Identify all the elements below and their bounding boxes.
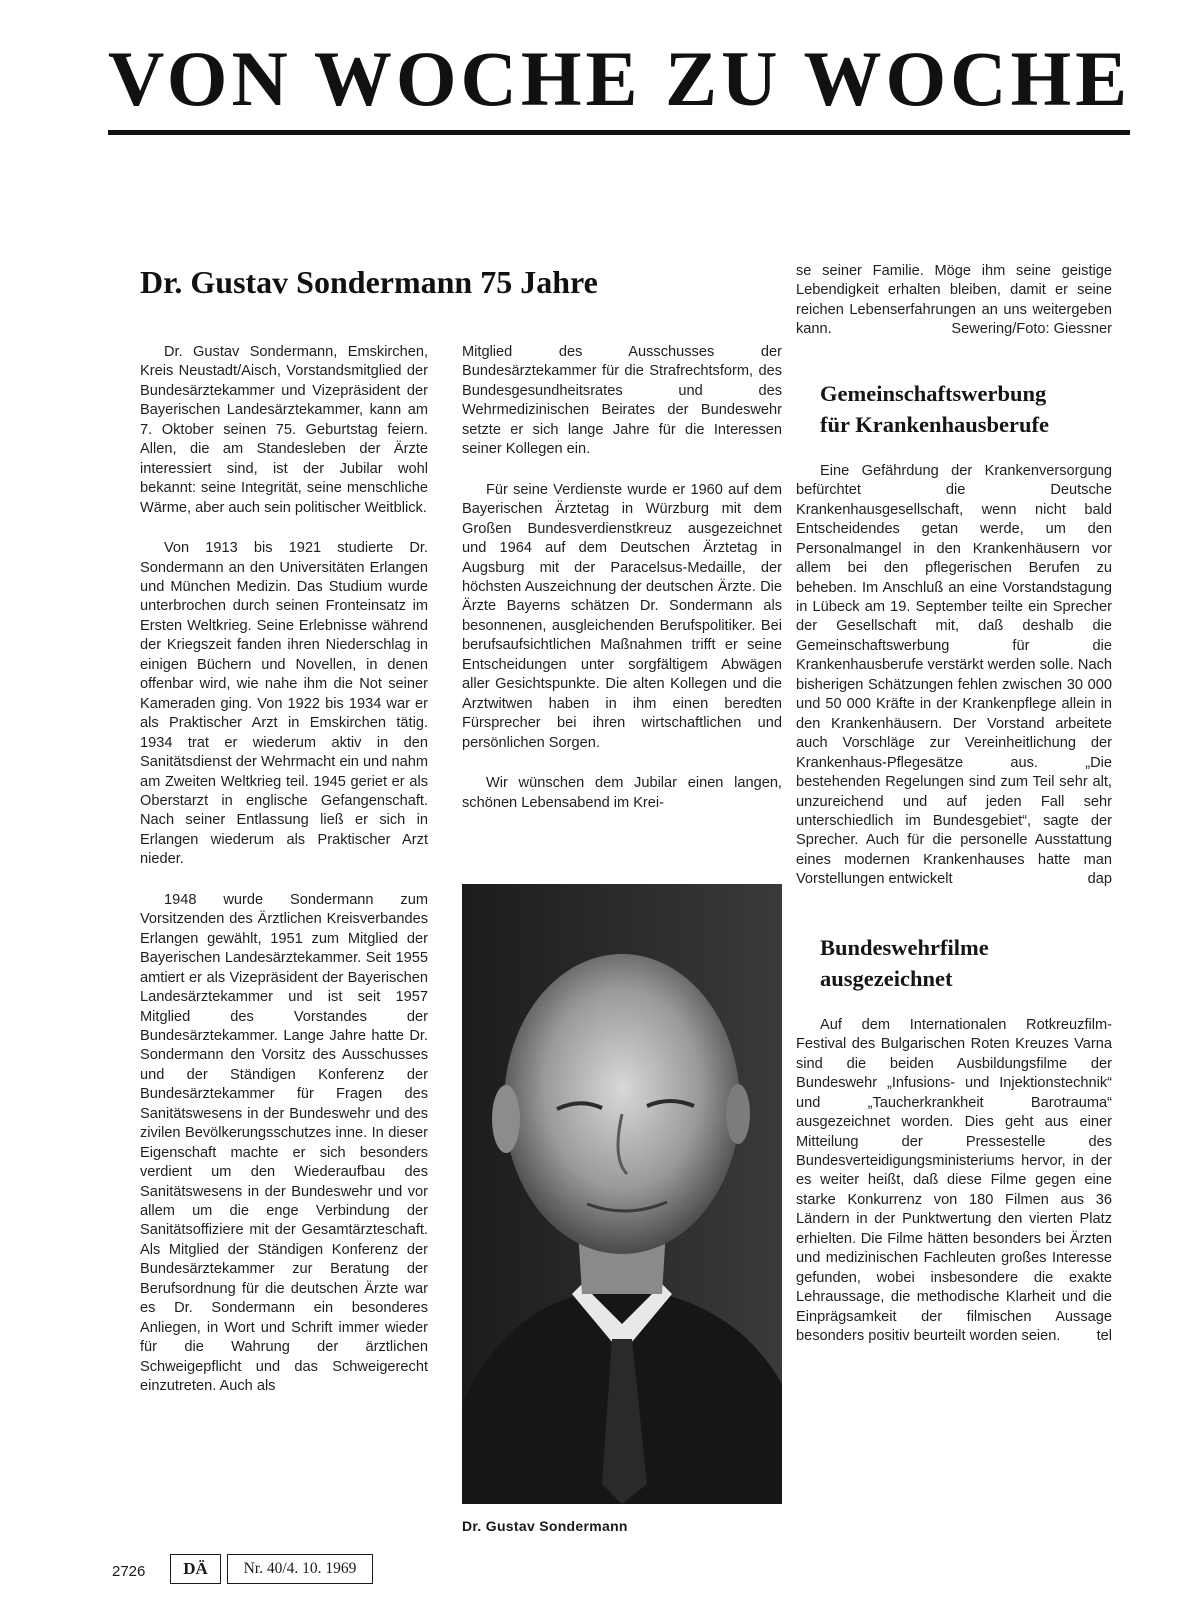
paragraph: [796, 262, 1112, 340]
article-column-2: [462, 343, 782, 813]
paragraph: 1948 wurde Sondermann zum Vorsitzenden des Ärztlichen Kreisverbandes Erlangen gewählt, 1951 zum Mitglied der Bayerischen Landesärztekammer. Seit 1955 amtiert er als Vizepräsident der Bayerischen Landesärztekammer und ist seit 1957 Mitglied des Vorstandes der Bundesärztekammer. Lange Jahre hatte Dr. Sondermann den Vorsitz des Ausschusses und der Ständigen Konferenz der Bundesärztekammer für Fragen des Sanitätswesens in der Bundeswehr und des zivilen Bevölkerungsschutzes inne. In dieser Eigenschaft machte er sich besonders verdient um den Wiederaufbau des Sanitätswesens in der Bundeswehr und vor allem um die enge Verbindung der Sanitätsoffiziere mit der Gesamtärzteschaft. Als Mitglied der Ständigen Konferenz der Bundesärztekammer zur Beratung der Berufsordnung für die deutschen Ärzte war es Dr. Sondermann ein besonderes Anliegen, in Wort und Schrift immer wieder für die Wahrung der ärztlichen Schweigepflicht und das Schweigerecht einzutreten. Auch als: [140, 891, 428, 1395]
masthead-rule: [108, 130, 1130, 135]
headline-line: ausgezeichnet: [820, 965, 953, 991]
article-column-1: [140, 343, 428, 1397]
headline-line: für Krankenhausberufe: [820, 411, 1049, 437]
paragraph: Mitglied des Ausschusses der Bundesärztekammer für die Strafrechtsform, des Bundesgesundheitsrates und des Wehrmedizinischen Beirates der Bundeswehr setzte er sich lange Jahre für die Interessen seiner Kollegen ein.: [462, 344, 782, 458]
paragraph: Wir wünschen dem Jubilar einen langen, schönen Lebensabend im Krei-: [462, 775, 782, 811]
paragraph-text: Auf dem Internationalen Rotkreuzfilm-Festival des Bulgarischen Roten Kreuzes Varna sind die beiden Ausbildungsfilme der Bundeswehr „Infusions- und Injektionstechnik“ und „Taucherkrankheit Barotrauma“ ausgezeichnet worden. Dies geht aus einer Mitteilung der Pressestelle des Bundesverteidigungsministeriums hervor, in der es weiter heißt, daß diese Filme gegen eine starke Konkurrenz von 180 Filmen aus 36 Ländern in der Punktwertung den vierten Platz erhielten. Die Filme hätten besonders bei Ärzten und medizinischen Fachleuten großes Interesse gefunden, wobei insbesondere die exakte Lehraussage, die methodische Klarheit und die Einprägsamkeit der filmischen Aussage besonders positiv beurteilt worden seien.: [796, 1016, 1112, 1345]
portrait-photo: [462, 884, 782, 1504]
paragraph: [796, 462, 1112, 890]
masthead-title: VON WOCHE ZU WOCHE: [108, 35, 1132, 122]
article-signature: Sewering/Foto: Giessner: [951, 321, 1112, 338]
paragraph: Für seine Verdienste wurde er 1960 auf dem Bayerischen Ärztetag in Würzburg mit dem Großen Bundesverdienstkreuz ausgezeichnet und 1964 auf dem Deutschen Ärztetag in Augsburg mit der Paracelsus-Medaille, der höchsten Auszeichnung der deutschen Ärzte. Die Ärzte Bayerns schätzen Dr. Sondermann als besonnenen, ausgleichenden Berufspolitiker. Bei berufsaufsichtlichen Maßnahmen trifft er seine Entscheidungen unter sorgfältigem Abwägen aller Gesichtspunkte. Die alten Kollegen und die Arztwitwen haben in ihm einen beredten Fürsprecher bei ihren wirtschaftlichen und persönlichen Sorgen.: [462, 481, 782, 751]
paragraph: Dr. Gustav Sondermann, Emskirchen, Kreis Neustadt/Aisch, Vorstandsmitglied der Bundesärztekammer und Vizepräsident der Bayerischen Landesärztekammer, kann am 7. Oktober seinen 75. Geburtstag feiern. Allen, die am Standesleben der Ärzte interessiert sind, ist der Jubilar wohl bekannt: seine Integrität, seine menschliche Wärme, aber auch sein politischer Weitblick.: [140, 344, 428, 516]
article-headline: [820, 932, 1112, 994]
photo-caption: Dr. Gustav Sondermann: [462, 1518, 628, 1534]
article-column-3: [796, 262, 1112, 1346]
paragraph-text: se seiner Familie. Möge ihm seine geistige Lebendigkeit erhalten bleiben, damit er seine reichen Lebenserfahrungen an uns weitergeben kann.: [796, 263, 1112, 338]
article-signature: tel: [1096, 1328, 1112, 1345]
journal-logo: DÄ: [170, 1554, 221, 1584]
headline-line: Gemeinschaftswerbung: [820, 380, 1047, 406]
paragraph: [796, 1016, 1112, 1347]
paragraph: Von 1913 bis 1921 studierte Dr. Sondermann an den Universitäten Erlangen und München Medizin. Das Studium wurde unterbrochen durch seinen Fronteinsatz im Ersten Weltkrieg. Seine Erlebnisse während der Kriegszeit fanden ihren Niederschlag in einigen Büchern und Novellen, in denen offenbar wird, wie nahe ihm die Not seiner Kameraden ging. Von 1922 bis 1934 war er als Praktischer Arzt in Emskirchen tätig. 1934 trat er wiederum aktiv in den Sanitätsdienst der Wehrmacht ein und nahm am Zweiten Weltkrieg teil. 1945 geriet er als Oberstarzt in englische Gefangenschaft. Nach seiner Entlassung ließ er sich in Erlangen wiederum als Praktischer Arzt nieder.: [140, 540, 428, 868]
article-headline: [820, 378, 1112, 440]
page-number: 2726: [112, 1563, 146, 1580]
article-headline: Dr. Gustav Sondermann 75 Jahre: [140, 264, 598, 300]
paragraph-text: Eine Gefährdung der Krankenversorgung befürchtet die Deutsche Krankenhausgesellschaft, wenn nicht bald Entscheidendes getan werde, um den Personalmangel in den Krankenhäusern vor allem bei den pflegerischen Berufen zu beheben. Im Anschluß an eine Vorstandstagung in Lübeck am 19. September teilte ein Sprecher der Gesellschaft mit, daß deshalb die Gemeinschaftswerbung für die Krankenhausberufe verstärkt werden solle. Nach bisherigen Schätzungen fehlen zwischen 30 000 und 50 000 Kräfte in der Krankenpflege allein in den Krankenhäusern. Der Vorstand arbeitete auch Vorschläge zur Vereinheitlichung der Krankenhaus-Pflegesätze aus. „Die bestehenden Regelungen sind zum Teil sehr alt, unzureichend und auf jeden Fall sehr unterschiedlich im Bundesgebiet“, sagte der Sprecher. Auch für die personelle Ausstattung eines modernen Krankenhauses hatte man Vorstellungen entwickelt: [796, 462, 1112, 888]
article-signature: dap: [1087, 871, 1112, 888]
issue-label: Nr. 40/4. 10. 1969: [227, 1554, 373, 1584]
headline-line: Bundeswehrfilme: [820, 934, 989, 960]
